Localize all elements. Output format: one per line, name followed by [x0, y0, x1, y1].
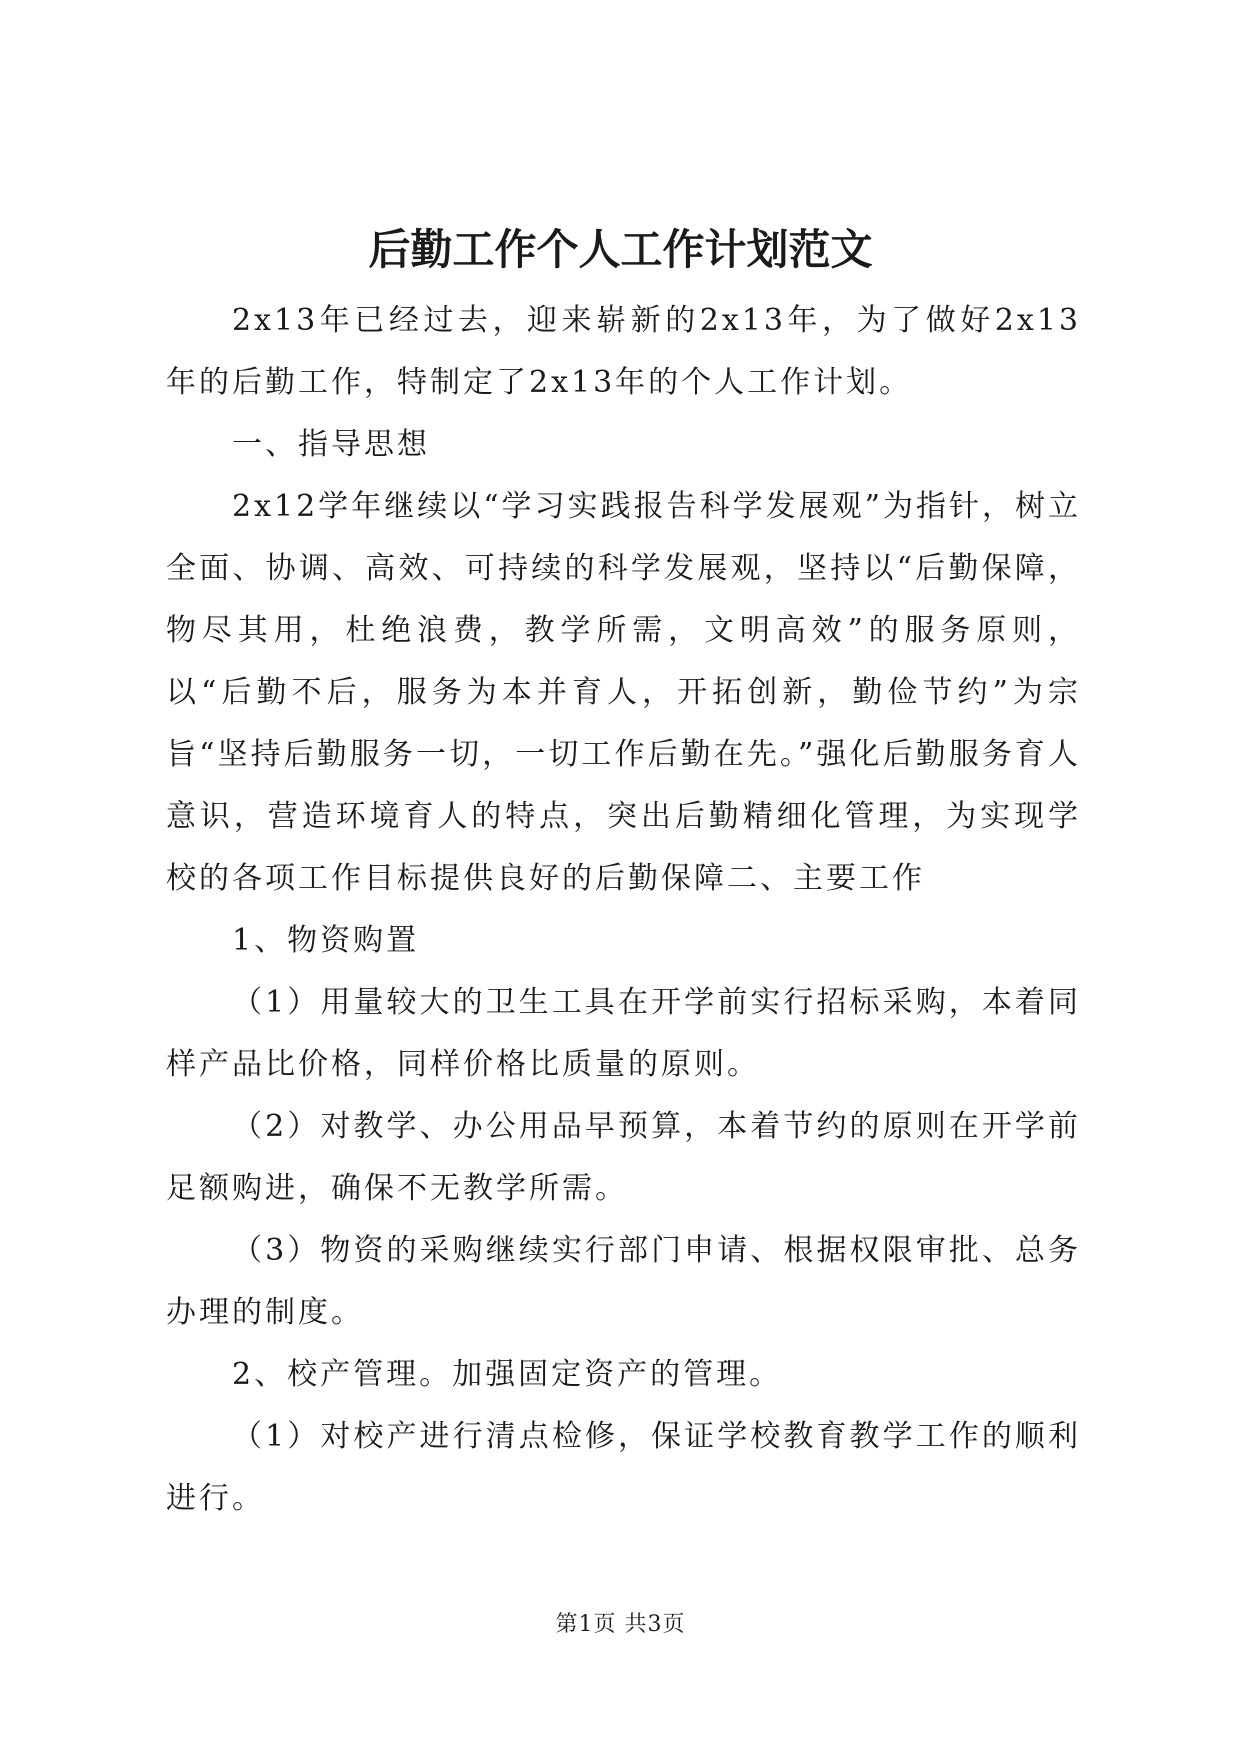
paragraph-item-3: （3）物资的采购继续实行部门申请、根据权限审批、总务办理的制度。: [166, 1233, 1081, 1330]
paragraph-intro: 2x13年已经过去，迎来崭新的2x13年，为了做好2x13年的后勤工作，特制定了2x13年的个人工作计划。: [166, 303, 1081, 400]
document-body: [166, 290, 1081, 1530]
paragraph-asset-item-1: （1）对校产进行清点检修，保证学校教育教学工作的顺利进行。: [166, 1419, 1081, 1516]
heading-material-purchase: 1、物资购置: [232, 923, 420, 958]
paragraph-guiding-ideology: 2x12学年继续以“学习实践报告科学发展观”为指针，树立全面、协调、高效、可持续的科学发展观，坚持以“后勤保障，物尽其用，杜绝浪费，教学所需，文明高效”的服务原则，以“后勤不后，服务为本并育人，开拓创新，勤俭节约”为宗旨“坚持后勤服务一切，一切工作后勤在先。”强化后勤服务育人意识，营造环境育人的特点，突出后勤精细化管理，为实现学校的各项工作目标提供良好的后勤保障二、主要工作: [166, 489, 1081, 896]
page-footer: 第1页 共3页: [555, 1612, 686, 1637]
heading-guiding-ideology: 一、指导思想: [232, 427, 430, 462]
document-title: 后勤工作个人工作计划范文: [368, 225, 873, 274]
paragraph-item-2: （2）对教学、办公用品早预算，本着节约的原则在开学前足额购进，确保不无教学所需。: [166, 1109, 1081, 1206]
paragraph-item-1: （1）用量较大的卫生工具在开学前实行招标采购，本着同样产品比价格，同样价格比质量的原则。: [166, 985, 1081, 1082]
heading-asset-management: 2、校产管理。加强固定资产的管理。: [232, 1357, 783, 1392]
